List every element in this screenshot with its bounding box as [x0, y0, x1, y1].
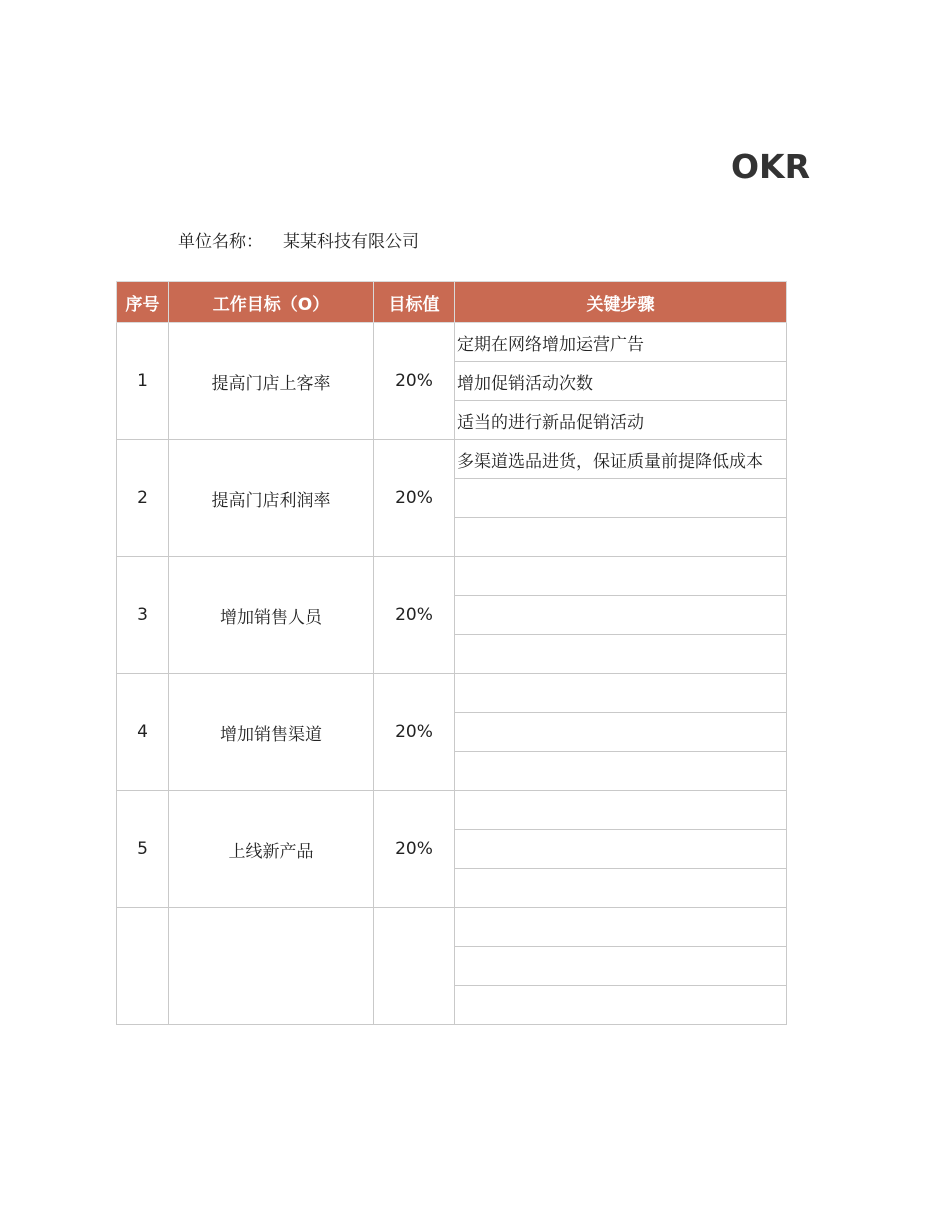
key-step-cell[interactable]: [455, 791, 787, 830]
key-step-cell[interactable]: [455, 752, 787, 791]
header-target: 目标值: [374, 282, 455, 323]
key-step-cell[interactable]: 定期在网络增加运营广告: [455, 323, 787, 362]
okr-table: [116, 281, 787, 1025]
key-step-cell[interactable]: [455, 869, 787, 908]
target-cell[interactable]: 20%: [374, 557, 455, 674]
row-index-cell[interactable]: 5: [117, 791, 169, 908]
key-step-cell[interactable]: [455, 518, 787, 557]
unit-name-row: [178, 229, 419, 255]
target-cell[interactable]: [374, 908, 455, 1025]
key-step-cell[interactable]: [455, 713, 787, 752]
header-objective: 工作目标（O）: [169, 282, 374, 323]
objective-cell[interactable]: 提高门店利润率: [169, 440, 374, 557]
objective-cell[interactable]: 上线新产品: [169, 791, 374, 908]
objective-cell[interactable]: [169, 908, 374, 1025]
table-row: [117, 791, 787, 830]
key-step-cell[interactable]: [455, 557, 787, 596]
table-row: [117, 674, 787, 713]
key-step-cell[interactable]: [455, 674, 787, 713]
key-step-cell[interactable]: [455, 908, 787, 947]
table-row: [117, 557, 787, 596]
objective-cell[interactable]: 增加销售人员: [169, 557, 374, 674]
page-title: OKR: [731, 147, 811, 186]
row-index-cell[interactable]: 2: [117, 440, 169, 557]
objective-cell[interactable]: 增加销售渠道: [169, 674, 374, 791]
table-row: [117, 908, 787, 947]
key-step-cell[interactable]: [455, 596, 787, 635]
target-cell[interactable]: 20%: [374, 440, 455, 557]
row-index-cell[interactable]: 1: [117, 323, 169, 440]
header-steps: 关键步骤: [455, 282, 787, 323]
row-index-cell[interactable]: 3: [117, 557, 169, 674]
table-header-row: [117, 282, 787, 323]
key-step-cell[interactable]: 增加促销活动次数: [455, 362, 787, 401]
key-step-cell[interactable]: [455, 479, 787, 518]
key-step-cell[interactable]: 适当的进行新品促销活动: [455, 401, 787, 440]
key-step-cell[interactable]: [455, 830, 787, 869]
header-index: 序号: [117, 282, 169, 323]
objective-cell[interactable]: 提高门店上客率: [169, 323, 374, 440]
target-cell[interactable]: 20%: [374, 674, 455, 791]
unit-name-value[interactable]: 某某科技有限公司: [283, 232, 419, 252]
key-step-cell[interactable]: 多渠道选品进货，保证质量前提降低成本: [455, 440, 787, 479]
unit-name-label: 单位名称：: [178, 232, 263, 252]
row-index-cell[interactable]: 4: [117, 674, 169, 791]
target-cell[interactable]: 20%: [374, 791, 455, 908]
key-step-cell[interactable]: [455, 635, 787, 674]
key-step-cell[interactable]: [455, 947, 787, 986]
table-row: [117, 323, 787, 362]
table-row: [117, 440, 787, 479]
row-index-cell[interactable]: [117, 908, 169, 1025]
target-cell[interactable]: 20%: [374, 323, 455, 440]
key-step-cell[interactable]: [455, 986, 787, 1025]
